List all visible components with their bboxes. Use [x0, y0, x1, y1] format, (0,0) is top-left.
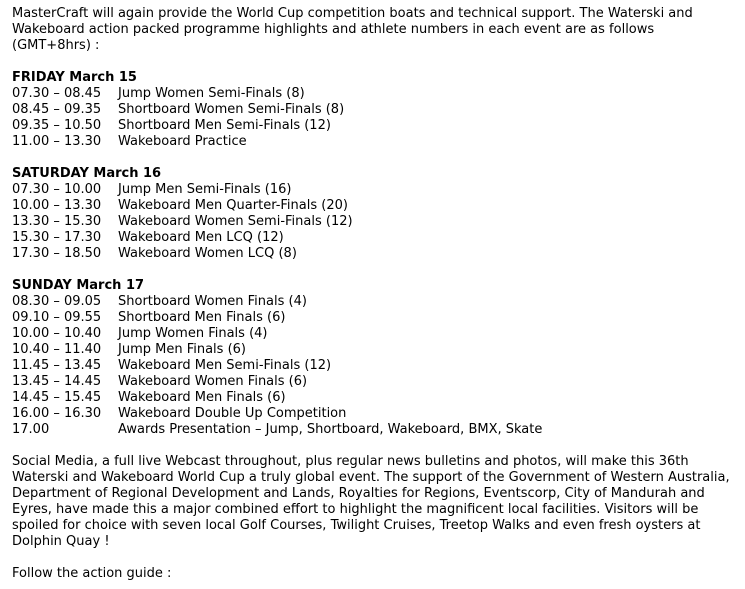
schedule-row — [12, 310, 735, 326]
schedule-row — [12, 326, 735, 342]
event-time: 17.00 — [12, 422, 50, 437]
event-time: 11.45 – 13.45 — [12, 358, 102, 373]
event-time: 10.00 – 13.30 — [12, 198, 102, 213]
follow-line: Follow the action guide : — [12, 566, 172, 581]
schedule-row — [12, 342, 735, 358]
schedule-row — [12, 230, 735, 246]
event-name: Wakeboard Men Semi-Finals (12) — [118, 358, 332, 373]
event-name: Wakeboard Practice — [118, 134, 247, 149]
day-schedule — [12, 166, 735, 262]
event-time: 09.35 – 10.50 — [12, 118, 102, 133]
schedule-row — [12, 358, 735, 374]
event-time: 10.00 – 10.40 — [12, 326, 102, 341]
event-time: 07.30 – 10.00 — [12, 182, 102, 197]
event-time: 08.30 – 09.05 — [12, 294, 102, 309]
event-name: Wakeboard Women Semi-Finals (12) — [118, 214, 353, 229]
event-time: 15.30 – 17.30 — [12, 230, 102, 245]
event-name: Wakeboard Men Quarter-Finals (20) — [118, 198, 348, 213]
schedule-row — [12, 246, 735, 262]
event-name: Jump Men Finals (6) — [118, 342, 246, 357]
schedule-row — [12, 198, 735, 214]
schedule-row — [12, 374, 735, 390]
schedule-row — [12, 134, 735, 150]
schedule-row — [12, 182, 735, 198]
event-time: 09.10 – 09.55 — [12, 310, 102, 325]
event-name: Shortboard Men Finals (6) — [118, 310, 286, 325]
event-name: Shortboard Men Semi-Finals (12) — [118, 118, 331, 133]
schedule-row — [12, 86, 735, 102]
event-name: Wakeboard Women LCQ (8) — [118, 246, 297, 261]
day-schedule — [12, 278, 735, 438]
day-schedule — [12, 70, 735, 150]
event-time: 08.45 – 09.35 — [12, 102, 102, 117]
day-title: SUNDAY March 17 — [12, 278, 145, 293]
event-time: 14.45 – 15.45 — [12, 390, 102, 405]
event-time: 16.00 – 16.30 — [12, 406, 102, 421]
schedule-row — [12, 118, 735, 134]
event-time: 13.30 – 15.30 — [12, 214, 102, 229]
event-name: Jump Men Semi-Finals (16) — [118, 182, 292, 197]
event-name: Shortboard Women Semi-Finals (8) — [118, 102, 345, 117]
event-name: Awards Presentation – Jump, Shortboard, Wakeboard, BMX, Skate — [118, 422, 543, 437]
schedule-row — [12, 406, 735, 422]
schedule-row — [12, 294, 735, 310]
intro-paragraph: MasterCraft will again provide the World Cup competition boats and technical support. The Waterski and Wakeboard action packed programme highlights and athlete numbers in each event are as follows (GMT+8hrs) : — [12, 6, 693, 53]
event-name: Wakeboard Men LCQ (12) — [118, 230, 284, 245]
event-name: Wakeboard Women Finals (6) — [118, 374, 308, 389]
event-name: Jump Women Semi-Finals (8) — [118, 86, 305, 101]
event-time: 10.40 – 11.40 — [12, 342, 102, 357]
closing-paragraph: Social Media, a full live Webcast throughout, plus regular news bulletins and photos, will make this 36th Waterski and Wakeboard World Cup a truly global event. The support of the Government of Western Australia, Department of Regional Development and Lands, Royalties for Regions, Eventscorp, City of Mandurah and Eyres, have made this a major combined effort to highlight the magnificent local facilities. Visitors will be spoiled for choice with seven local Golf Courses, Twilight Cruises, Treetop Walks and even fresh oysters at Dolphin Quay ! — [12, 454, 730, 549]
event-time: 17.30 – 18.50 — [12, 246, 102, 261]
day-title: SATURDAY March 16 — [12, 166, 162, 181]
event-time: 07.30 – 08.45 — [12, 86, 102, 101]
event-name: Shortboard Women Finals (4) — [118, 294, 307, 309]
event-name: Jump Women Finals (4) — [118, 326, 268, 341]
schedule-row — [12, 214, 735, 230]
schedule-row — [12, 102, 735, 118]
event-name: Wakeboard Double Up Competition — [118, 406, 347, 421]
event-schedule — [12, 70, 735, 438]
event-time: 13.45 – 14.45 — [12, 374, 102, 389]
day-title: FRIDAY March 15 — [12, 70, 137, 85]
schedule-row — [12, 422, 735, 438]
event-time: 11.00 – 13.30 — [12, 134, 102, 149]
schedule-row — [12, 390, 735, 406]
event-name: Wakeboard Men Finals (6) — [118, 390, 286, 405]
